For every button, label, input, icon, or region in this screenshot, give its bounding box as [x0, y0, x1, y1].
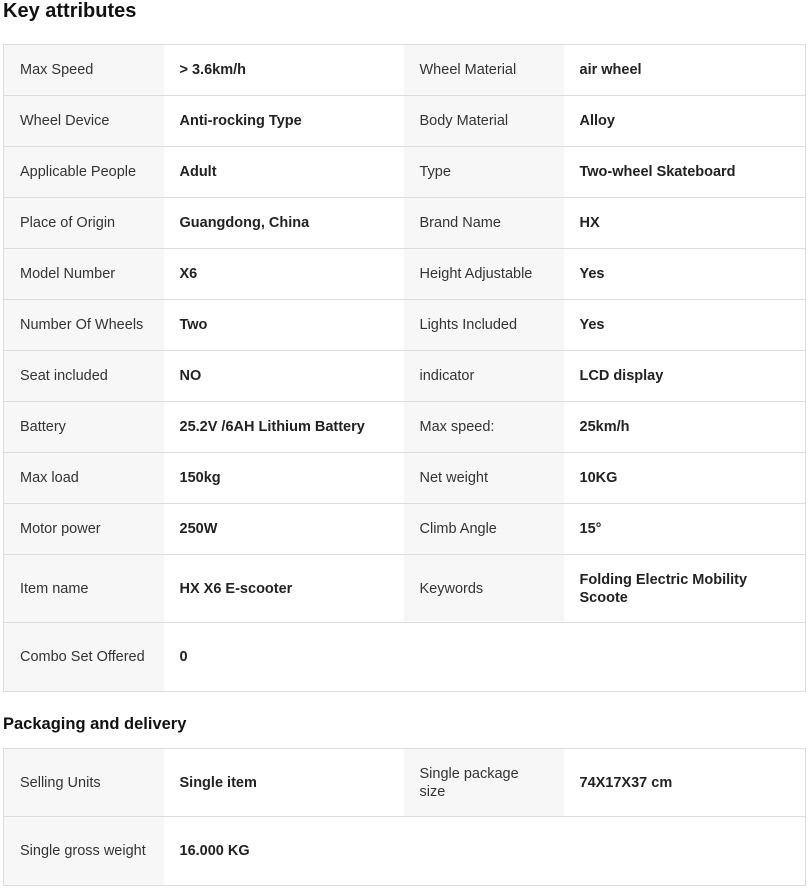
key-attributes-title: Key attributes — [3, 0, 137, 22]
key-attributes-table — [3, 44, 806, 692]
attribute-label: Brand Name — [404, 198, 564, 249]
attribute-value: 25km/h — [564, 402, 806, 453]
empty-cell — [404, 817, 564, 886]
attribute-value: air wheel — [564, 45, 806, 96]
attribute-value: 10KG — [564, 453, 806, 504]
table-row — [4, 45, 806, 96]
attribute-label: Place of Origin — [4, 198, 164, 249]
attribute-label: indicator — [404, 351, 564, 402]
table-row — [4, 96, 806, 147]
attribute-value: 25.2V /6AH Lithium Battery — [164, 402, 404, 453]
attribute-label: Wheel Device — [4, 96, 164, 147]
attribute-value: Folding Electric Mobility Scoote — [564, 555, 806, 623]
empty-cell — [564, 623, 806, 692]
attribute-label: Battery — [4, 402, 164, 453]
attribute-label: Motor power — [4, 504, 164, 555]
attribute-label: Applicable People — [4, 147, 164, 198]
attribute-label: Wheel Material — [404, 45, 564, 96]
table-row — [4, 555, 806, 623]
table-row — [4, 623, 806, 692]
attribute-value: Alloy — [564, 96, 806, 147]
table-row — [4, 453, 806, 504]
attribute-label: Max Speed — [4, 45, 164, 96]
packaging-title: Packaging and delivery — [3, 715, 187, 733]
table-row — [4, 817, 806, 886]
attribute-value: Anti-rocking Type — [164, 96, 404, 147]
attribute-label: Type — [404, 147, 564, 198]
attribute-value: 150kg — [164, 453, 404, 504]
attribute-label: Lights Included — [404, 300, 564, 351]
attribute-value: Guangdong, China — [164, 198, 404, 249]
attribute-label: Number Of Wheels — [4, 300, 164, 351]
attribute-value: 74X17X37 cm — [564, 749, 806, 817]
attribute-label: Height Adjustable — [404, 249, 564, 300]
attribute-value: 15° — [564, 504, 806, 555]
attribute-label: Climb Angle — [404, 504, 564, 555]
attribute-value: HX X6 E-scooter — [164, 555, 404, 623]
attribute-label: Net weight — [404, 453, 564, 504]
packaging-table — [3, 748, 806, 886]
empty-cell — [404, 623, 564, 692]
attribute-value: Two — [164, 300, 404, 351]
attribute-label: Model Number — [4, 249, 164, 300]
attribute-label: Keywords — [404, 555, 564, 623]
table-row — [4, 402, 806, 453]
attribute-label: Single gross weight — [4, 817, 164, 886]
empty-cell — [564, 817, 806, 886]
attribute-value: HX — [564, 198, 806, 249]
table-row — [4, 749, 806, 817]
attribute-value: Yes — [564, 300, 806, 351]
attribute-value: LCD display — [564, 351, 806, 402]
attribute-value: 250W — [164, 504, 404, 555]
attribute-label: Seat included — [4, 351, 164, 402]
attribute-value: > 3.6km/h — [164, 45, 404, 96]
attribute-label: Max load — [4, 453, 164, 504]
attribute-value: X6 — [164, 249, 404, 300]
attribute-label: Item name — [4, 555, 164, 623]
attribute-value: Adult — [164, 147, 404, 198]
table-row — [4, 147, 806, 198]
attribute-label: Single package size — [404, 749, 564, 817]
table-row — [4, 300, 806, 351]
attribute-value: 16.000 KG — [164, 817, 404, 886]
attribute-value: NO — [164, 351, 404, 402]
table-row — [4, 198, 806, 249]
attribute-label: Body Material — [404, 96, 564, 147]
table-row — [4, 351, 806, 402]
attribute-label: Max speed: — [404, 402, 564, 453]
table-row — [4, 504, 806, 555]
attribute-value: 0 — [164, 623, 404, 692]
attribute-value: Yes — [564, 249, 806, 300]
attribute-value: Single item — [164, 749, 404, 817]
table-row — [4, 249, 806, 300]
attribute-value: Two-wheel Skateboard — [564, 147, 806, 198]
attribute-label: Combo Set Offered — [4, 623, 164, 692]
attribute-label: Selling Units — [4, 749, 164, 817]
